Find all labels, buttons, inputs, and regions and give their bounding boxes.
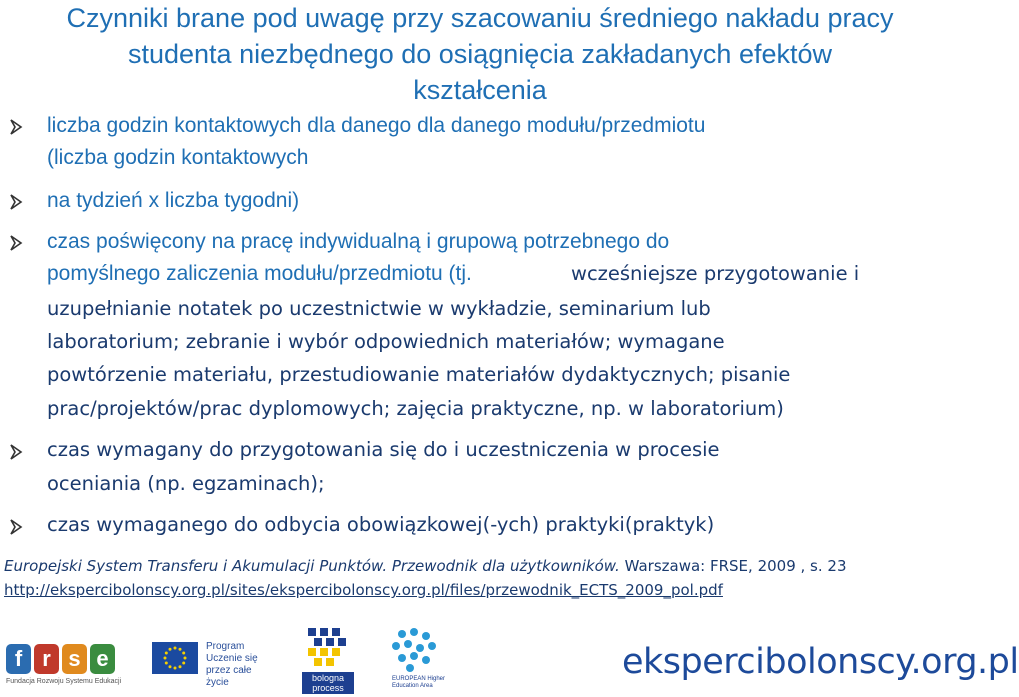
ehea-text: EUROPEAN Higher Education Area	[392, 676, 446, 689]
frse-logo	[6, 630, 122, 694]
lifelong-learning-programme-text: Program Uczenie się przez całe życie	[206, 641, 258, 688]
bullet-4-line-1: czas wymagany do przygotowania się do i uczestniczenia w procesie	[47, 438, 720, 461]
bullet-5-line-1: czas wymaganego do odbycia obowiązkowej(-ych) praktyki(praktyk)	[47, 513, 715, 536]
bullet-4-line-2: oceniania (np. egzaminach);	[47, 472, 325, 495]
frse-letter: e	[90, 644, 115, 674]
title-line-1: Czynniki brane pod uwagę przy szacowaniu średniego nakładu pracy	[66, 3, 894, 33]
frse-letter: s	[62, 644, 87, 674]
reference-publisher: Warszawa: FRSE, 2009 , s. 23	[619, 557, 847, 575]
title-line-3: kształcenia	[413, 75, 547, 105]
bullet-3-line-6: prac/projektów/prac dyplomowych; zajęcia praktyczne, np. w laboratorium)	[47, 397, 784, 420]
bullet-2-line-1: na tydzień x liczba tygodni)	[47, 189, 300, 212]
bullet-3-line-2b: wcześniejsze przygotowanie i	[571, 262, 860, 285]
frse-caption: Fundacja Rozwoju Systemu Edukacji	[6, 678, 122, 685]
bullet-1-line-1: liczba godzin kontaktowych dla danego dla danego modułu/przedmiotu	[47, 114, 706, 137]
frse-letter: f	[6, 644, 31, 674]
slide-title	[40, 0, 920, 108]
bullet-3-line-5: powtórzenie materiału, przestudiowanie materiałów dydaktycznych; pisanie	[47, 363, 791, 386]
logo-footer	[0, 620, 1019, 697]
bullet-3-line-1: czas poświęcony na pracę indywidualną i grupową potrzebnego do	[47, 230, 670, 253]
reference-title: Europejski System Transferu i Akumulacji Punktów. Przewodnik dla użytkowników.	[4, 557, 620, 575]
bullet-1-line-2: (liczba godzin kontaktowych	[47, 146, 309, 169]
bologna-process-logo	[302, 624, 354, 694]
arrow-bullet-icon	[8, 517, 28, 537]
arrow-bullet-icon	[8, 117, 28, 137]
bullet-3-line-3: uzupełnianie notatek po uczestnictwie w wykładzie, seminarium lub	[47, 297, 711, 320]
bullet-3-line-4: laboratorium; zebranie i wybór odpowiednich materiałów; wymagane	[47, 330, 725, 353]
title-line-2: studenta niezbędnego do osiągnięcia zakładanych efektów	[127, 39, 832, 69]
ehea-logo	[382, 624, 452, 696]
arrow-bullet-icon	[8, 442, 28, 462]
eu-flag-icon	[152, 642, 198, 674]
arrow-bullet-icon	[8, 192, 28, 212]
reference-citation	[4, 556, 847, 576]
frse-letter: r	[34, 644, 59, 674]
arrow-bullet-icon	[8, 233, 28, 253]
ekspercibolonscy-logo: ekspercibolonscy.org.pl	[622, 642, 1019, 682]
bullet-3-line-2: pomyślnego zaliczenia modułu/przedmiotu (tj.	[47, 262, 472, 285]
reference-link[interactable]: http://ekspercibolonscy.org.pl/sites/ekspercibolonscy.org.pl/files/przewodnik_ECTS_2009_pol.pdf	[4, 581, 723, 599]
bologna-text: bologna process	[302, 672, 354, 694]
